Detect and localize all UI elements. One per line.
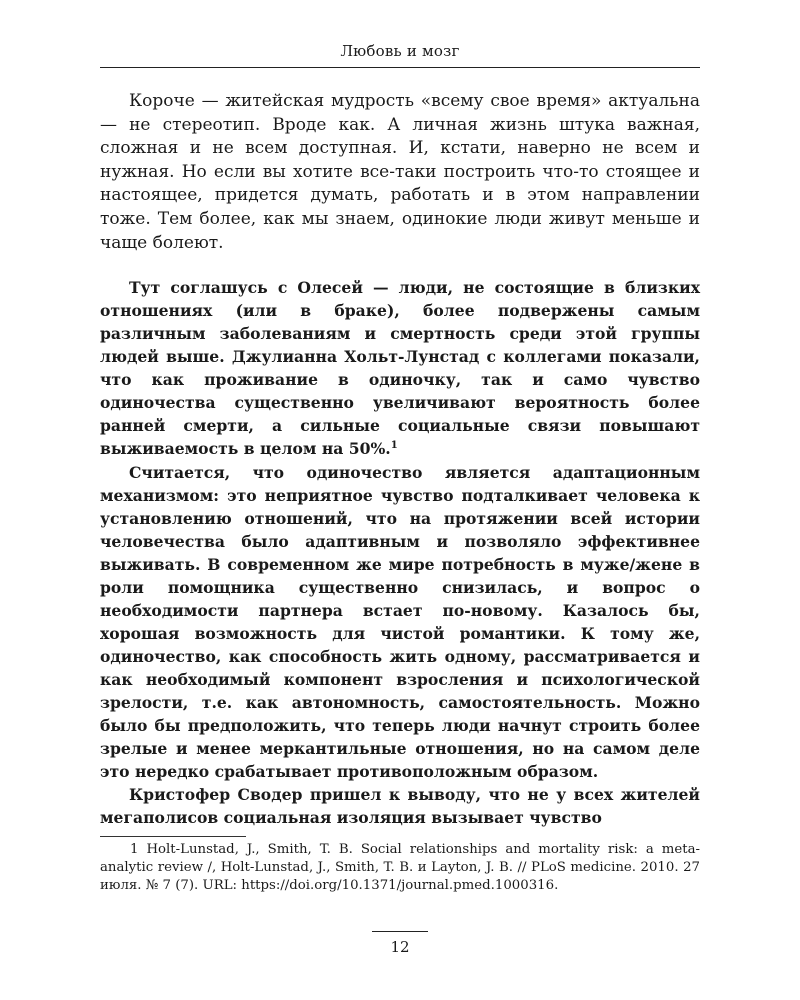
page-number: 12 — [390, 938, 410, 956]
paragraph-4 — [100, 783, 700, 829]
running-title: Любовь и мозг — [340, 42, 460, 60]
footnote-marker[interactable]: 1 — [390, 440, 398, 452]
paragraph-1-text: Короче — житейская мудрость «всему свое время» актуальна — не стереотип. Вроде как. А личная жизнь штука важная, сложная и не всем доступная. И, кстати, наверно не всем и нужная. Но если вы хотите все-таки построить что-то стоящее и настоящее, придется думать, работать и в этом направлении тоже. Тем более, как мы знаем, одинокие люди живут меньше и чаще болеют. — [100, 91, 700, 253]
paragraph-1 — [100, 90, 700, 255]
paragraph-gap — [100, 255, 700, 276]
body-text — [100, 90, 700, 829]
paragraph-3 — [100, 461, 700, 784]
footnote-1: 1 Holt-Lunstad, J., Smith, T. B. Social relationships and mortality risk: a meta-analytic review /, Holt-Lunstad, J., Smith, T. B. и Layton, J. B. // PLoS medicine. 2010. 27 июля. № 7 (7). URL: https://doi.org/10.1371/journal.pmed.1000316. — [100, 842, 700, 893]
paragraph-4-text: Кристофер Сводер пришел к выводу, что не у всех жителей мегаполисов социальная изоляция вызывает чувство — [100, 785, 700, 828]
paragraph-3-text: Считается, что одиночество является адаптационным механизмом: это неприятное чувство подталкивает человека к установлению отношений, что на протяжении всей истории человечества было адаптивным и позволяло эффективнее выживать. В современном же мире потребность в муже/жене в роли помощника существенно снизилась, и вопрос о необходимости партнера встает по-новому. Казалось бы, хорошая возможность для чистой романтики. К тому же, одиночество, как способность жить одному, рассматривается и как необходимый компонент взросления и психологической зрелости, т.е. как автономность, самостоятельность. Можно было бы предположить, что теперь люди начнут строить более зрелые и менее меркантильные отношения, но на самом деле это нередко срабатывает противоположным образом. — [100, 462, 700, 782]
paragraph-2-text: Тут соглашусь с Олесей — люди, не состоящие в близких отношениях (или в браке), более подвержены самым различным заболеваниям и смертность среди этой группы людей выше. Джулианна Хольт-Лунстад с коллегами показали, что как проживание в одиночку, так и само чувство одиночества существенно увеличивают вероятность более ранней смерти, а сильные социальные связи повышают выживаемость в целом на 50%. — [100, 278, 700, 459]
page-number-rule — [372, 931, 428, 932]
header-rule — [100, 67, 700, 68]
book-page — [100, 0, 700, 1000]
paragraph-2 — [100, 276, 700, 460]
footnote-rule — [100, 836, 246, 837]
